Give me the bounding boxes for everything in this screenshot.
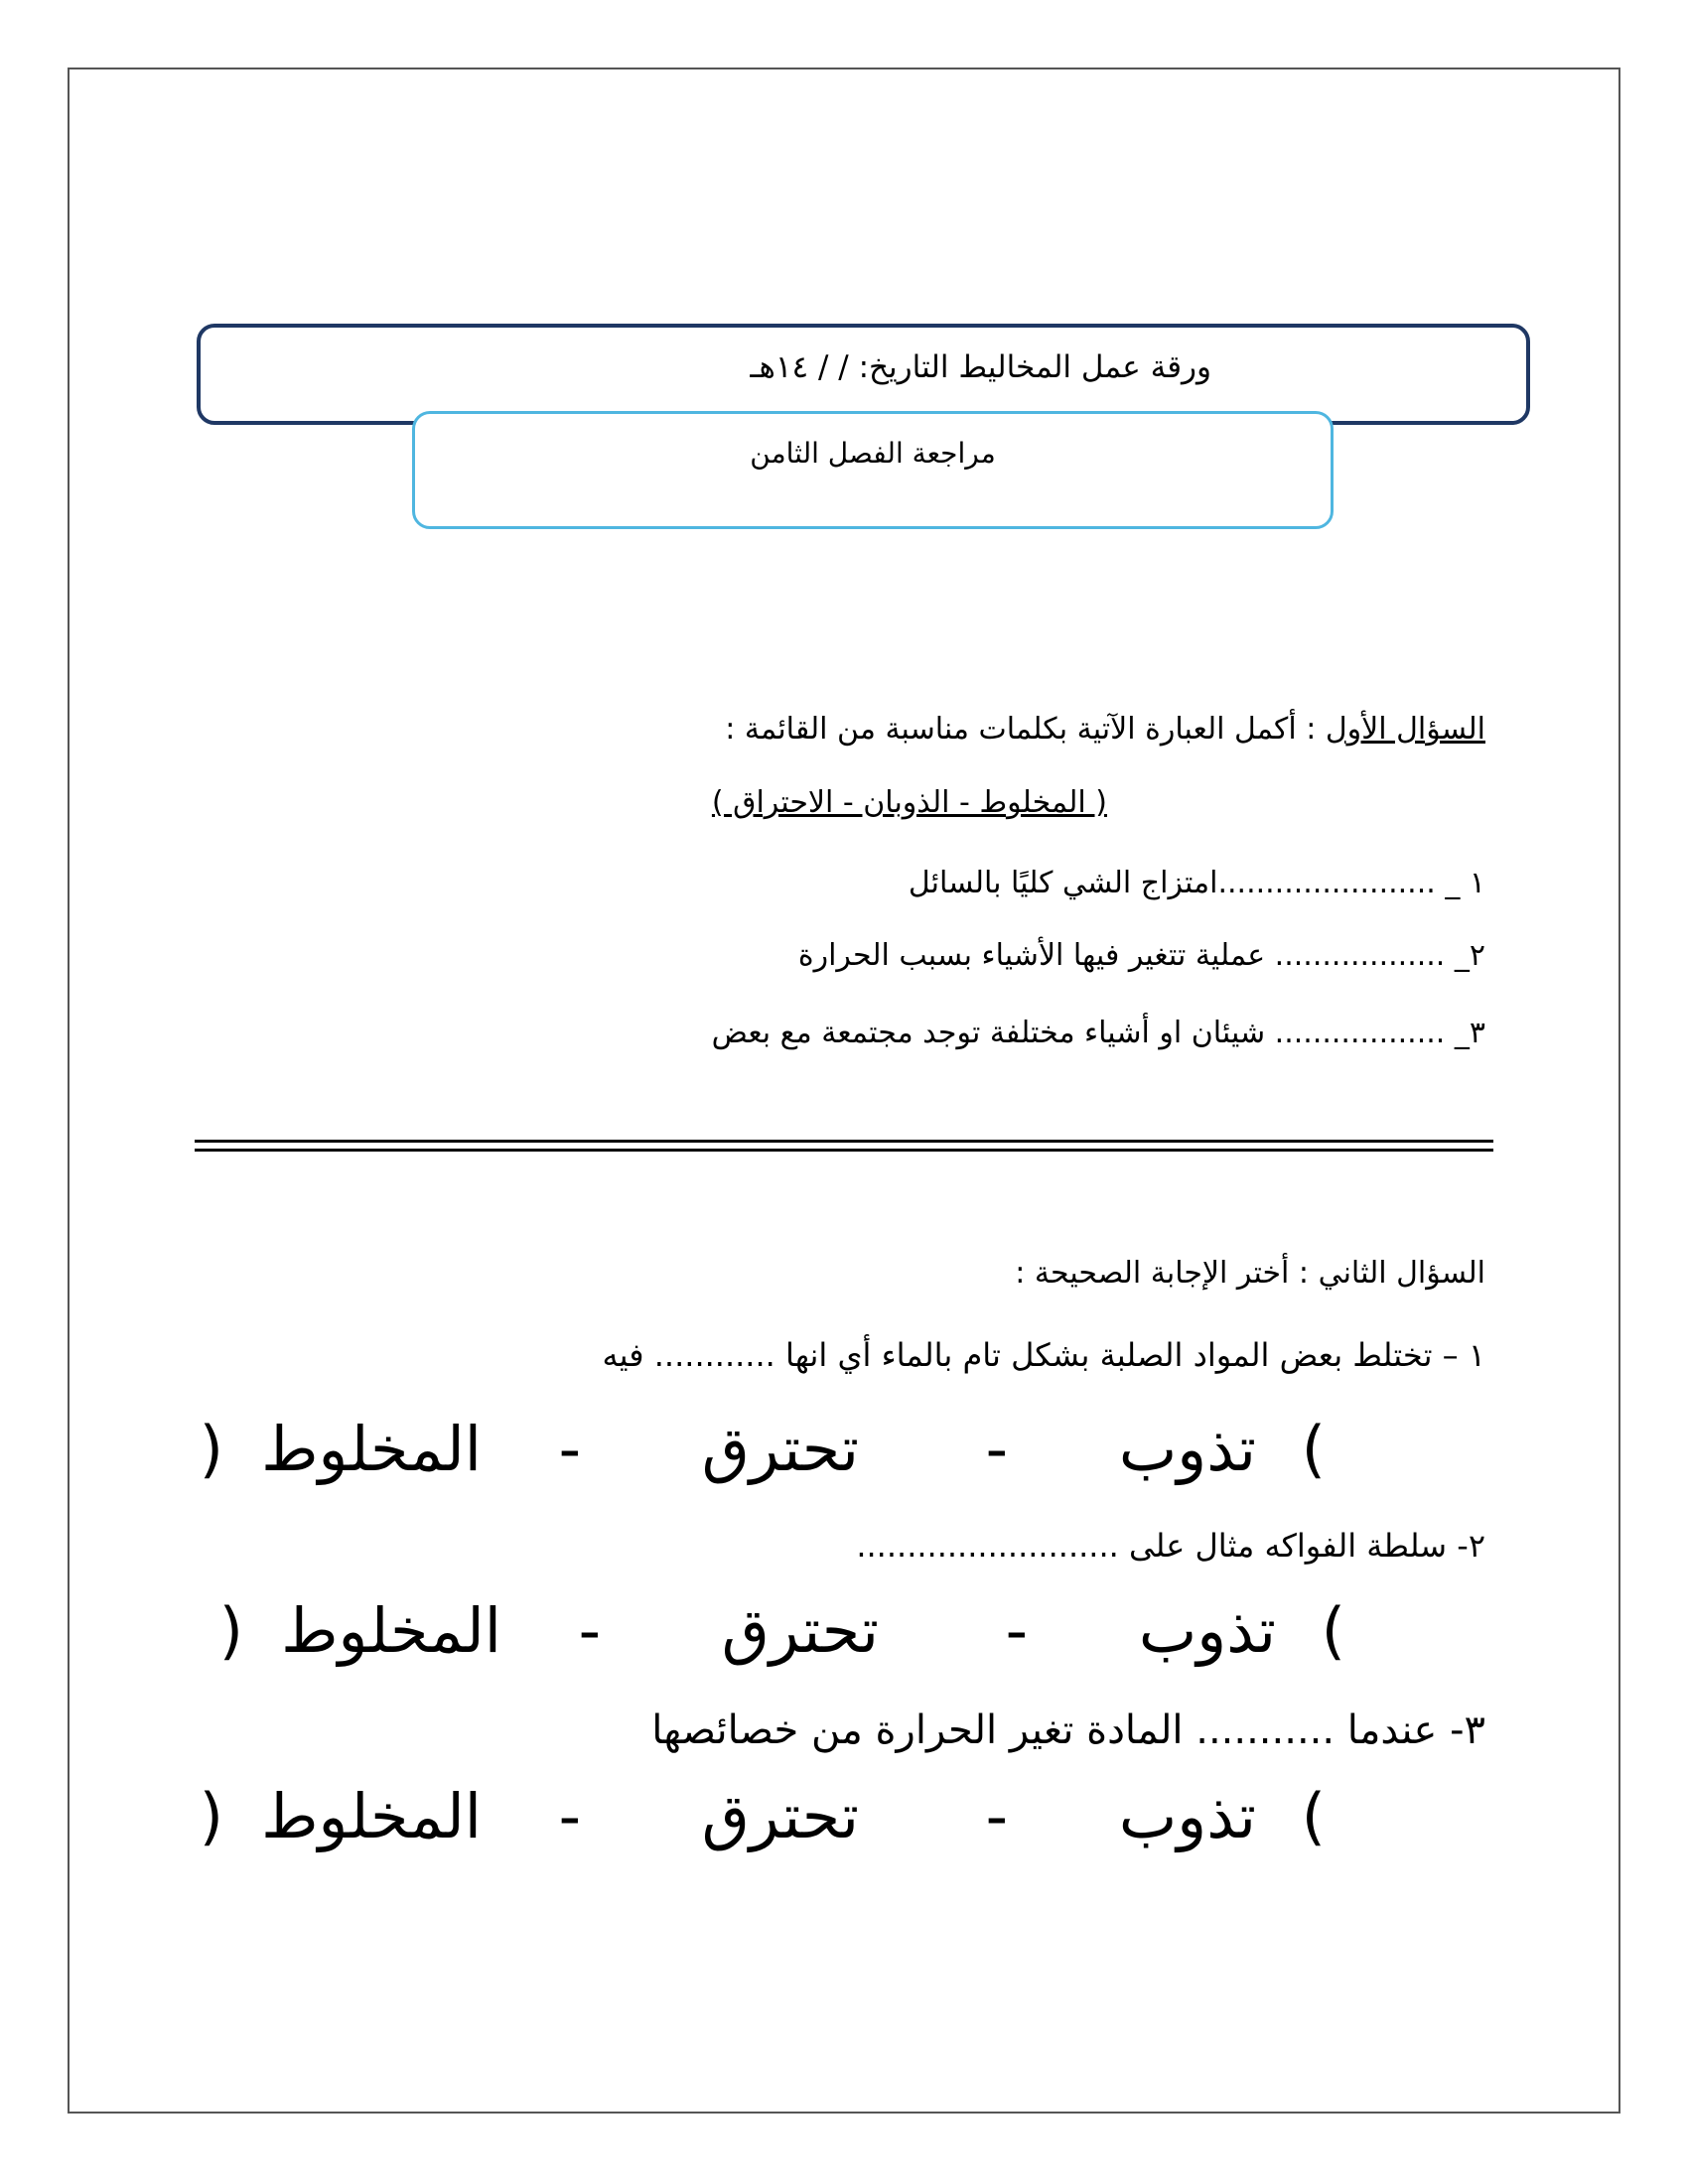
- choice-mixture[interactable]: المخلوط: [261, 1413, 482, 1485]
- choice-close-paren: ): [218, 1594, 243, 1667]
- question2-item-2: ٢- سلطة الفواكه مثال على ..........................: [856, 1527, 1485, 1565]
- choice-dissolve[interactable]: تذوب: [1138, 1594, 1276, 1667]
- choice-mixture[interactable]: المخلوط: [281, 1594, 501, 1667]
- choice-separator: -: [558, 1413, 581, 1485]
- worksheet-title: ورقة عمل المخاليط التاريخ: / / ١٤هـ: [750, 349, 1211, 385]
- subtitle-box: [412, 411, 1334, 529]
- question2-heading: السؤال الثاني : أختر الإجابة الصحيحة :: [1015, 1256, 1485, 1291]
- choice-separator: -: [578, 1594, 601, 1667]
- choice-close-paren: ): [199, 1780, 223, 1852]
- choice-separator: -: [985, 1413, 1008, 1485]
- choice-burn[interactable]: تحترق: [701, 1413, 859, 1485]
- choice-separator: -: [1005, 1594, 1028, 1667]
- question1-item-3: ٣_ .................. شيئان او أشياء مختلفة توجد مجتمعة مع بعض: [711, 1016, 1485, 1050]
- section-divider-top: [195, 1140, 1493, 1143]
- section-divider-bottom: [195, 1149, 1493, 1152]
- choice-burn[interactable]: تحترق: [701, 1780, 859, 1852]
- choice-separator: -: [985, 1780, 1008, 1852]
- question1-label: السؤال الأول: [1325, 712, 1485, 747]
- question1-item-2: ٢_ .................. عملية تتغير فيها الأشياء بسبب الحرارة: [797, 938, 1485, 973]
- choice-separator: -: [558, 1780, 581, 1852]
- question2-choices-3: [199, 1777, 1345, 1856]
- question2-item-3: ٣- عندما ........... المادة تغير الحرارة من خصائصها: [651, 1707, 1485, 1753]
- choice-open-paren: (: [1321, 1594, 1345, 1667]
- choice-mixture[interactable]: المخلوط: [261, 1780, 482, 1852]
- choice-open-paren: (: [1301, 1780, 1326, 1852]
- worksheet-subtitle: مراجعة الفصل الثامن: [750, 437, 996, 470]
- choice-close-paren: ): [199, 1413, 223, 1485]
- question2-choices-1: [199, 1410, 1345, 1489]
- question1-heading: [725, 712, 1485, 747]
- question2-item-1: ١ – تختلط بعض المواد الصلبة بشكل تام بالماء أي انها ............ فيه: [602, 1336, 1485, 1374]
- question2-choices-2: [218, 1591, 1365, 1671]
- question1-word-bank: ( المخلوط - الذوبان - الاحتراق ): [711, 785, 1107, 820]
- question1-item-1: ١ _ .......................امتزاج الشي كليًا بالسائل: [908, 866, 1485, 900]
- question1-instruction: : أكمل العبارة الآتية بكلمات مناسبة من القائمة :: [725, 712, 1326, 747]
- choice-open-paren: (: [1301, 1413, 1326, 1485]
- choice-burn[interactable]: تحترق: [721, 1594, 879, 1667]
- choice-dissolve[interactable]: تذوب: [1118, 1780, 1256, 1852]
- choice-dissolve[interactable]: تذوب: [1118, 1413, 1256, 1485]
